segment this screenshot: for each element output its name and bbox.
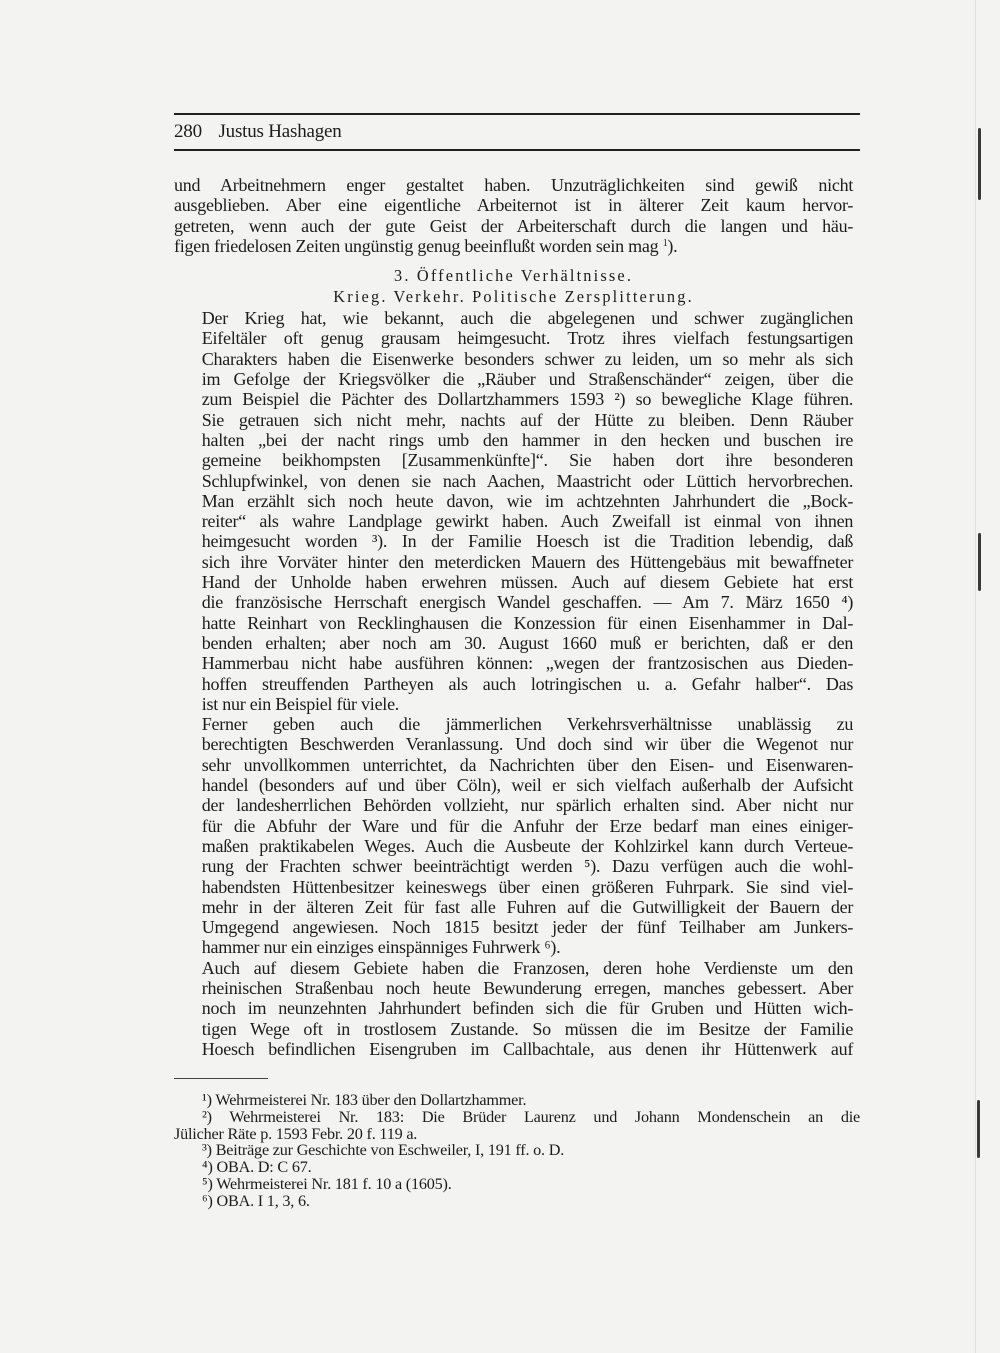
footnote-mark: ³) xyxy=(202,1141,212,1160)
text-line: Eifeltäler oft genug grausam heimgesucht. Trotz ihres vielfach festungsartigen xyxy=(201,328,854,349)
paragraph-2 xyxy=(174,308,853,714)
text-line: im Gefolge der Kriegsvölker die „Räuber und Straßenschänder“ zeigen, über die xyxy=(201,369,854,390)
binding-mark xyxy=(978,128,981,200)
text-line: sich ihre Vorväter hinter den meterdicken Mauern des Hüttengebäus mit bewaffneter xyxy=(201,551,854,572)
section-subheading: Krieg. Verkehr. Politische Zersplitterung. xyxy=(333,287,694,307)
footnote-mark: ²) xyxy=(202,1107,212,1126)
text-line: heimgesucht worden ³). In der Familie Hoesch ist die Tradition lebendig, daß xyxy=(201,531,854,552)
footnote xyxy=(174,1109,860,1126)
text-fragment: figen friedelosen Zeiten ungünstig genug beeinflußt worden sein mag xyxy=(174,235,659,256)
text-line xyxy=(174,236,853,256)
running-head xyxy=(174,120,342,144)
footnote-mark: ⁵) xyxy=(202,1174,213,1193)
text-line: Auch auf diesem Gebiete haben die Franzosen, deren hohe Verdienste um den xyxy=(201,957,854,978)
text-line: Schlupfwinkel, von denen sie nach Aachen, Maastricht oder Lüttich hervorbrechen. xyxy=(201,470,854,491)
text-line: der landesherrlichen Behörden vollzieht, nur spärlich erhalten sind. Aber nicht nur xyxy=(201,795,854,816)
text-line: zum Beispiel die Pächter des Dollartzhammers 1593 ²) so bewegliche Klage führen. xyxy=(201,389,854,410)
text-line: für die Abfuhr der Ware und für die Anfuhr der Erze bedarf man eines einiger- xyxy=(201,815,854,836)
text-line: sehr unvollkommen unterrichtet, da Nachrichten über den Eisen- und Eisenwaren- xyxy=(201,754,854,775)
text-line: hoffen streuffenden Partheyen als auch lotringischen u. a. Gefahr halber“. Das xyxy=(201,673,854,694)
footnote-text: OBA. D: C 67. xyxy=(216,1158,312,1177)
text-line: halten „bei der nacht rings umb den hammer in den hecken und buschen ire xyxy=(201,429,854,450)
footnote-separator xyxy=(174,1078,268,1079)
text-line: benden erhalten; aber noch am 30. August 1660 muß er berichten, daß er den xyxy=(201,632,854,653)
footnote xyxy=(174,1092,860,1109)
text-line: rung der Frachten schwer beeinträchtigt werden ⁵). Dazu verfügen auch die wohl- xyxy=(201,856,854,877)
text-line: mehr in der älteren Zeit für fast alle Fuhren auf die Gutwilligkeit der Bauern der xyxy=(201,896,854,917)
footnote-text: OBA. I 1, 3, 6. xyxy=(216,1191,310,1210)
text-line: Hand der Unholde haben erwehren müssen. Auch auf diesem Gebiete hat erst xyxy=(201,572,854,593)
page-edge-shadow xyxy=(975,0,976,1353)
footnote-ref: 1 xyxy=(662,237,668,249)
text-line: Hammerbau nicht habe ausführen können: „wegen der frantzosischen aus Dieden- xyxy=(201,653,854,674)
text-line: gemeine beikhompsten [Zusammenkünfte]“. Sie haben dort ihre besonderen xyxy=(201,450,854,471)
text-line: noch im neunzehnten Jahrhundert befinden sich die für Gruben und Hütten wich- xyxy=(201,998,854,1019)
footnote-mark: ¹) xyxy=(202,1091,212,1109)
footnote xyxy=(174,1142,860,1159)
text-line: berechtigten Beschwerden Veranlassung. Und doch sind wir über die Wegenot nur xyxy=(201,734,854,755)
footnote-text: Wehrmeisterei Nr. 183: Die Brüder Laurenz und Johann Mondenschein an die xyxy=(229,1107,860,1126)
text-line: reiter“ als wahre Landplage gewirkt haben. Auch Zweifall ist einmal von ihnen xyxy=(201,511,854,532)
text-line: habendsten Hüttenbesitzer keineswegs über einen größeren Fuhrpark. Sie sind viel- xyxy=(201,876,854,897)
text-line: tigen Wege oft in trostlosem Zustande. So müssen die im Besitze der Familie xyxy=(201,1018,854,1039)
footnote-text: Wehrmeisterei Nr. 181 f. 10 a (1605). xyxy=(216,1174,452,1193)
text-line: die französische Herrschaft energisch Wandel geschaffen. — Am 7. März 1650 ⁴) xyxy=(201,592,854,613)
paragraph-3 xyxy=(174,714,853,958)
footnote-text: Wehrmeisterei Nr. 183 über den Dollartzhammer. xyxy=(215,1091,527,1109)
text-line: Charakters haben die Eisenwerke besonders schwer zu leiden, um so mehr als sich xyxy=(201,348,854,369)
text-line: Man erzählt sich noch heute davon, wie im achtzehnten Jahrhundert die „Bock- xyxy=(201,490,854,511)
text-line: maßen praktikabelen Weges. Auch die Ausbeute der Kohlzirkel kann durch Verteue- xyxy=(201,835,854,856)
footnote-continuation: Jülicher Räte p. 1593 Febr. 20 f. 119 a. xyxy=(174,1124,418,1143)
page-number: 280 xyxy=(174,121,202,142)
binding-mark xyxy=(977,1100,980,1158)
text-line: ist nur ein Beispiel für viele. xyxy=(201,693,400,714)
footnote-mark: ⁶) xyxy=(202,1191,213,1210)
footnote xyxy=(174,1176,860,1193)
text-line: getreten, wenn auch der gute Geist der Arbeiterschaft durch die langen und häu- xyxy=(174,215,854,236)
footnote-text: Beiträge zur Geschichte von Eschweiler, I, 191 ff. o. D. xyxy=(215,1141,565,1160)
text-line: und Arbeitnehmern enger gestaltet haben. Unzuträglichkeiten sind gewiß nicht xyxy=(174,175,854,195)
binding-mark xyxy=(978,533,981,591)
footnote-mark: ⁴) xyxy=(202,1158,213,1177)
text-line: Hoesch befindlichen Eisengruben im Callbachtale, aus denen ihr Hüttenwerk auf xyxy=(201,1038,854,1059)
footnotes xyxy=(174,1092,860,1210)
header-rule-bottom xyxy=(174,149,860,151)
text-line: handel (besonders auf und über Cöln), weil er sich vielfach außerhalb der Aufsicht xyxy=(201,775,854,796)
section-heading: 3. Öffentliche Verhältnisse. xyxy=(394,266,634,286)
text-line: rheinischen Straßenbau noch heute Bewunderung erregen, manches gebessert. Aber xyxy=(201,977,854,998)
text-line: Umgegend angewiesen. Noch 1815 besitzt jeder der fünf Teilhaber am Junkers- xyxy=(201,917,854,938)
text-line: Der Krieg hat, wie bekannt, auch die abgelegenen und schwer zugänglichen xyxy=(201,308,854,329)
text-line: hammer nur ein einziges einspänniges Fuhrwerk ⁶). xyxy=(201,937,561,958)
text-line: Ferner geben auch die jämmerlichen Verkehrsverhältnisse unablässig zu xyxy=(201,714,854,735)
header-rule-top xyxy=(174,113,860,115)
running-head-author: Justus Hashagen xyxy=(218,121,342,142)
text-line: hatte Reinhart von Recklinghausen die Konzession für einen Eisenhammer in Dal- xyxy=(201,612,854,633)
body-text xyxy=(174,175,853,1059)
footnote xyxy=(174,1159,860,1176)
footnote xyxy=(174,1193,860,1210)
text-fragment: ). xyxy=(667,235,678,256)
text-line: Sie getrauen sich nicht mehr, nachts auf der Hütte zu bleiben. Denn Räuber xyxy=(201,409,854,430)
paragraph-4 xyxy=(174,958,853,1059)
paragraph-1 xyxy=(174,175,853,256)
text-line: ausgeblieben. Aber eine eigentliche Arbeiternot ist in älterer Zeit kaum hervor- xyxy=(174,195,854,216)
